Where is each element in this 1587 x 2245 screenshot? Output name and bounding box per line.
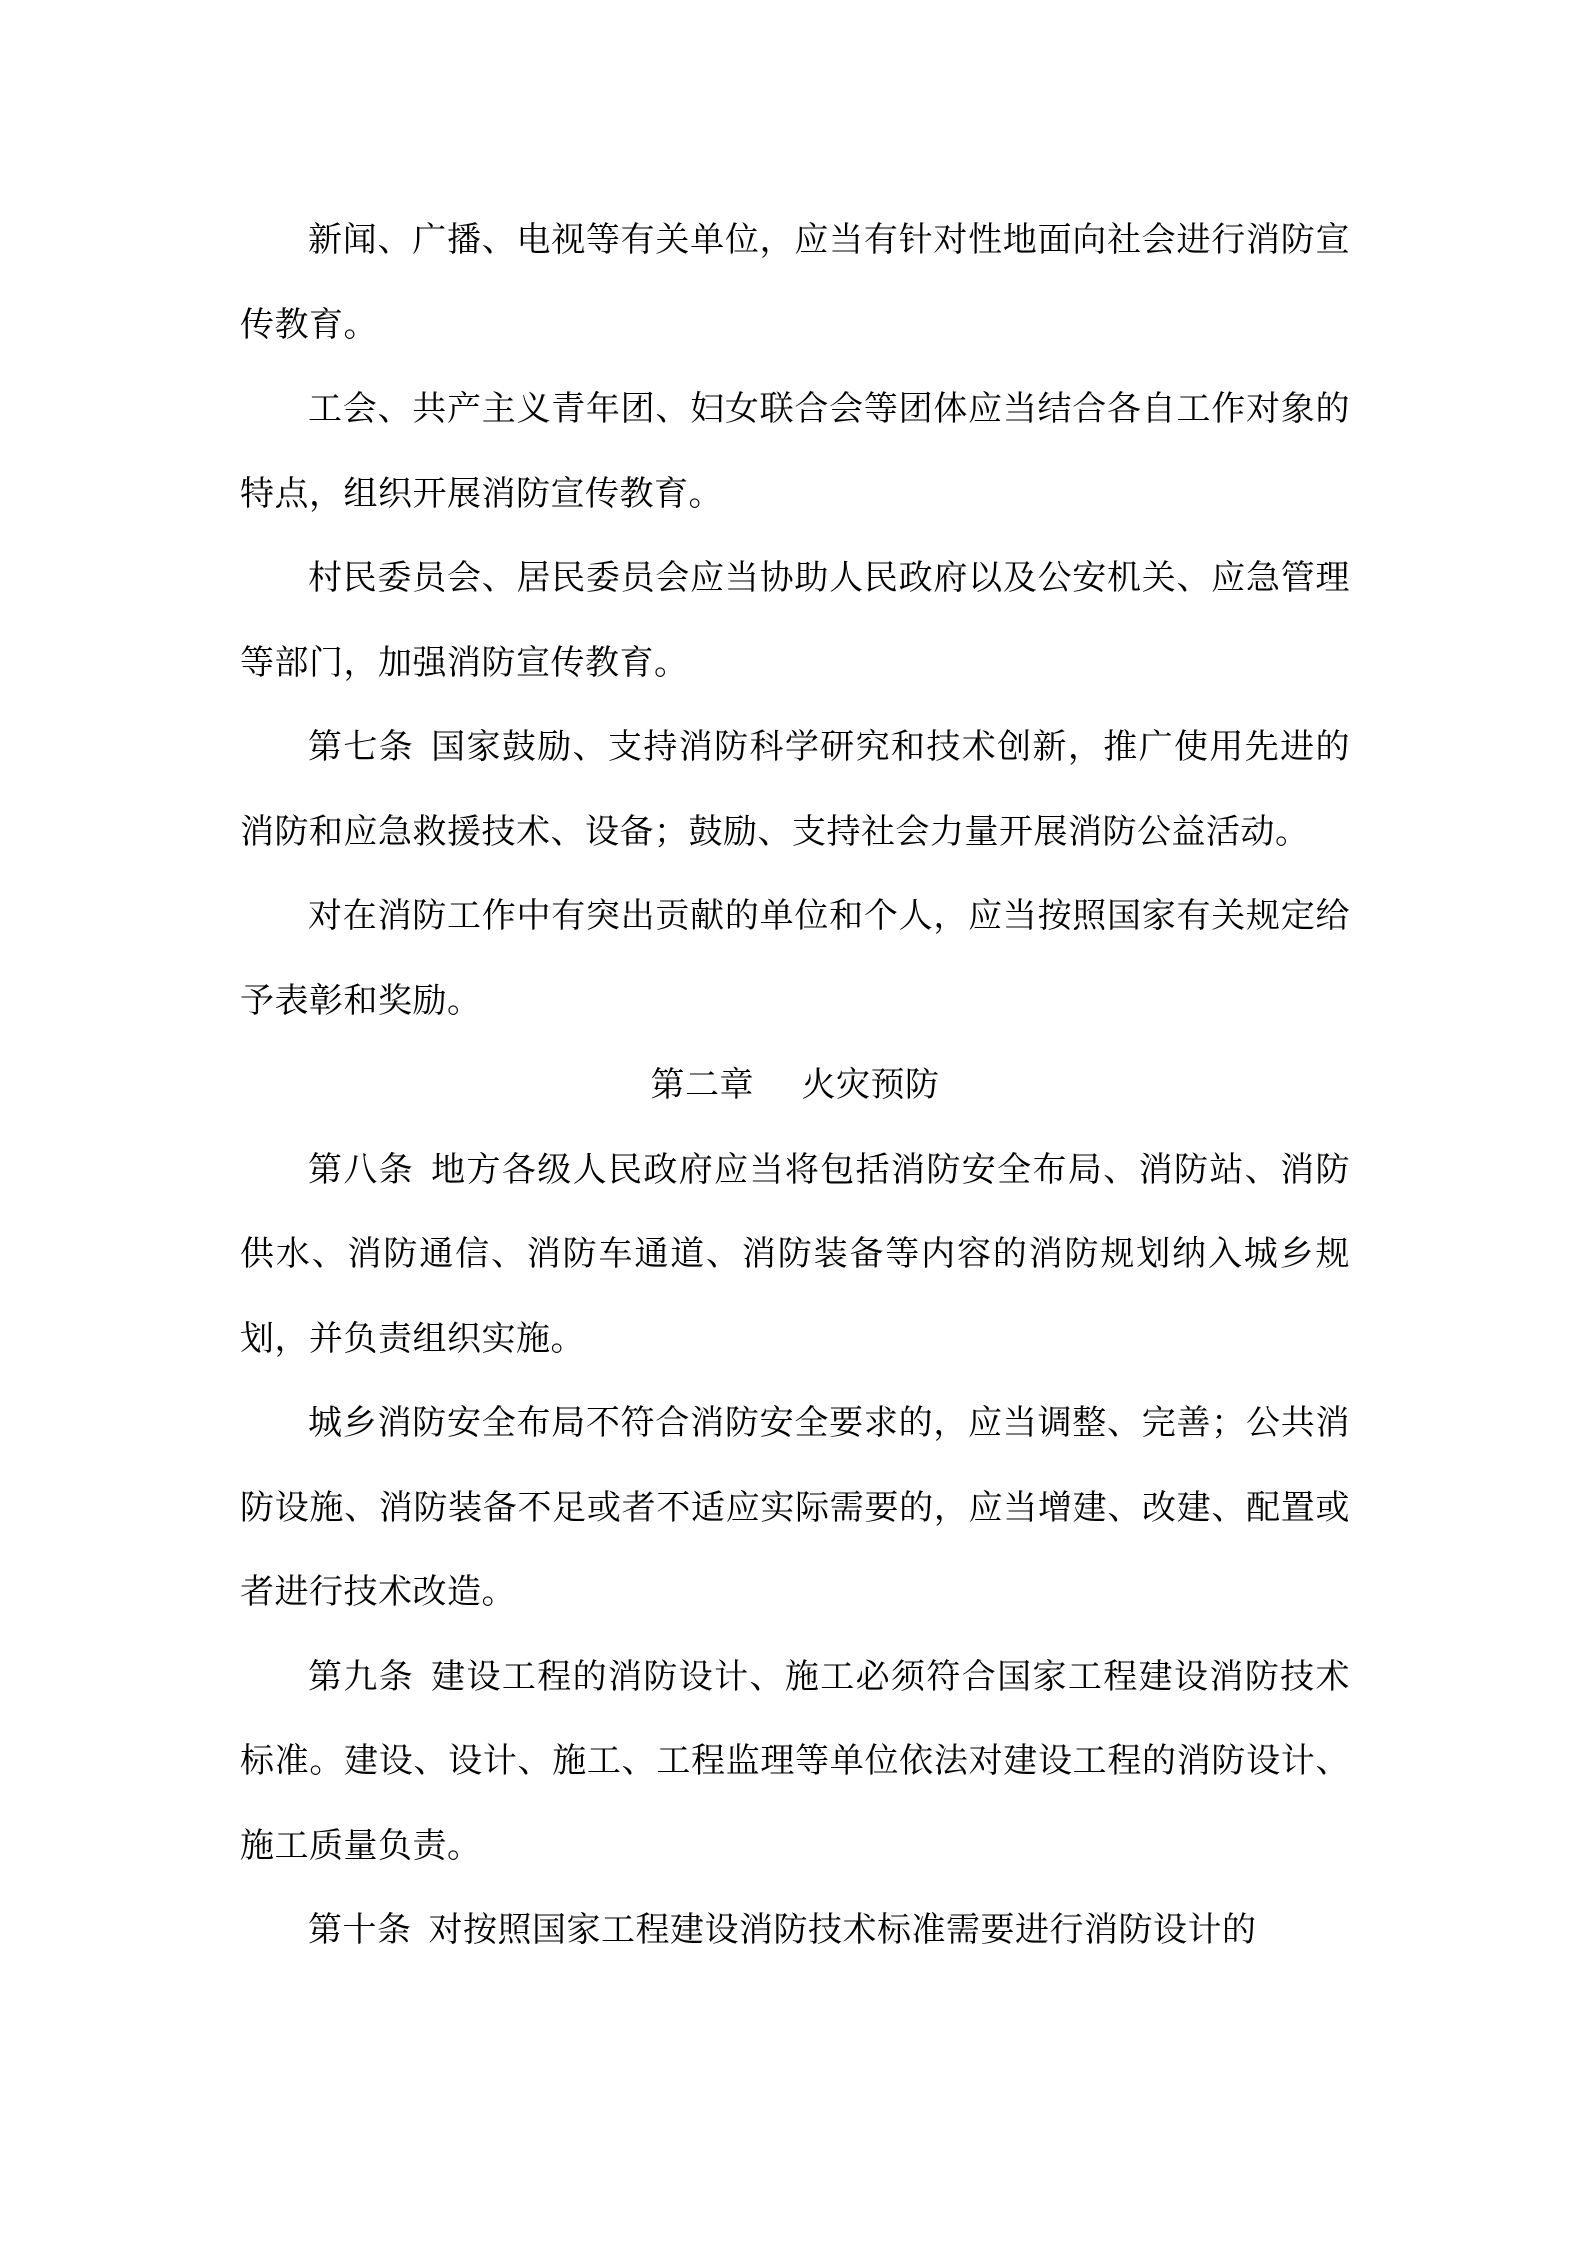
article-8-text: 地方各级人民政府应当将包括消防安全布局、消防站、消防供水、消防通信、消防车通道、消防装备等内容的消防规划纳入城乡规划，并负责组织实施。 <box>240 1149 1350 1359</box>
document-page <box>240 198 1350 1973</box>
article-7-label: 第七条 <box>308 727 415 767</box>
article-7-text: 国家鼓励、支持消防科学研究和技术创新，推广使用先进的消防和应急救援技术、设备；鼓励、支持社会力量开展消防公益活动。 <box>240 727 1350 852</box>
article-9-text: 建设工程的消防设计、施工必须符合国家工程建设消防技术标准。建设、设计、施工、工程监理等单位依法对建设工程的消防设计、施工质量负责。 <box>240 1656 1350 1866</box>
article-9 <box>240 1635 1350 1889</box>
article-10-text: 对按照国家工程建设消防技术标准需要进行消防设计的 <box>428 1910 1257 1950</box>
article-10-label: 第十条 <box>308 1910 412 1950</box>
article-7-paragraph-2: 对在消防工作中有突出贡献的单位和个人，应当按照国家有关规定给予表彰和奖励。 <box>240 896 1350 1021</box>
paragraph-media-publicity: 新闻、广播、电视等有关单位，应当有针对性地面向社会进行消防宣传教育。 <box>240 220 1350 345</box>
article-9-label: 第九条 <box>308 1656 415 1697</box>
article-8-label: 第八条 <box>308 1149 415 1190</box>
article-10 <box>240 1888 1350 1973</box>
paragraph-organizations-publicity: 工会、共产主义青年团、妇女联合会等团体应当结合各自工作对象的特点，组织开展消防宣传教育。 <box>240 389 1350 514</box>
article-8 <box>240 1128 1350 1382</box>
chapter-title: 火灾预防 <box>801 1065 940 1105</box>
chapter-heading <box>240 1043 1350 1128</box>
paragraph-committees-publicity: 村民委员会、居民委员会应当协助人民政府以及公安机关、应急管理等部门，加强消防宣传教育。 <box>240 558 1350 683</box>
article-8-paragraph-2: 城乡消防安全布局不符合消防安全要求的，应当调整、完善；公共消防设施、消防装备不足或者不适应实际需要的，应当增建、改建、配置或者进行技术改造。 <box>240 1403 1350 1612</box>
article-7 <box>240 705 1350 874</box>
chapter-number: 第二章 <box>650 1065 754 1105</box>
